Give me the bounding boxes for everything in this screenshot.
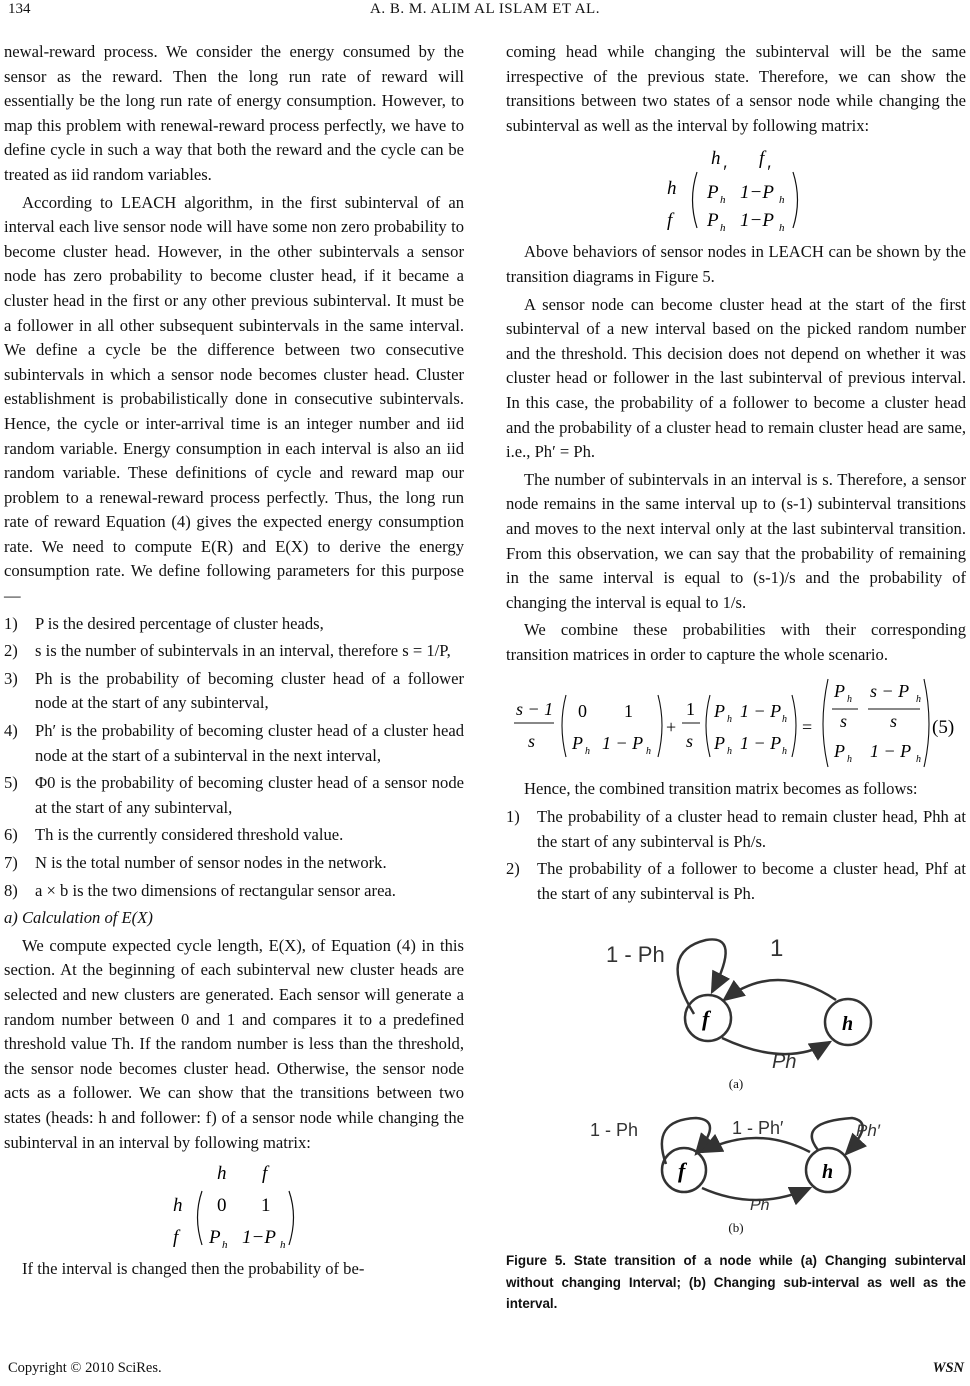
- matrix-cell: 1 − P: [740, 733, 782, 754]
- list-item: 1) P is the desired percentage of cluster heads,: [4, 613, 324, 633]
- matrix-subscript: h: [222, 1239, 228, 1252]
- svg-text:f: f: [702, 1006, 710, 1032]
- matrix-bracket-left: [693, 172, 698, 228]
- row-label-h: h: [667, 178, 677, 200]
- matrix-cell: 1 − P: [602, 733, 644, 754]
- fraction-denominator: s: [528, 731, 536, 752]
- subsection-heading: a) Calculation of E(X): [4, 908, 153, 928]
- arrow-h-to-f: [724, 980, 836, 1000]
- matrix-cell: P: [714, 733, 725, 754]
- matrix-cell: P: [834, 741, 845, 762]
- list-item: 5) Φ0 is the probability of becoming cluster head of a sensor node at the start of any subinterval,: [4, 773, 464, 817]
- matrix-bracket-right: [289, 1191, 294, 1245]
- matrix-cell: 0: [578, 701, 587, 722]
- self-loop-arrow: [678, 940, 726, 1015]
- col-label-h: h: [217, 1163, 227, 1185]
- svg-text:h: h: [916, 694, 921, 706]
- matrix-cell: P: [707, 182, 719, 204]
- matrix-subscript: h: [779, 194, 785, 207]
- svg-text:f: f: [678, 1158, 686, 1184]
- figure-5b-diagram: [506, 1106, 966, 1216]
- svg-text:h: h: [916, 754, 921, 766]
- svg-text:h: h: [727, 746, 732, 758]
- page-footer: [0, 1360, 970, 1382]
- matrix-cell: P: [707, 210, 719, 232]
- left-column: [4, 40, 464, 1285]
- transition-matrix-subinterval: [4, 1159, 464, 1251]
- list-item: 1) The probability of a cluster head to remain cluster head, Phh at the start of any subinterval is Ph/s.: [506, 807, 966, 851]
- loop-label: Ph′: [856, 1121, 880, 1141]
- matrix-bracket-left: [198, 1191, 203, 1245]
- list-item: 2) s is the number of subintervals in an interval, therefore s = 1/P,: [4, 641, 451, 661]
- row-label-h: h: [173, 1195, 183, 1217]
- plus-sign: +: [666, 717, 677, 738]
- svg-text:1: 1: [686, 699, 695, 720]
- page-number: 134: [8, 1, 31, 17]
- edge-label: 1: [770, 935, 784, 963]
- svg-text:s: s: [890, 711, 898, 732]
- figure-caption: Figure 5. State transition of a node while (a) Changing subinterval without changing Interval; (b) Changing sub-interval as well as the interval.: [506, 1253, 966, 1312]
- matrix-cell: P: [572, 733, 583, 754]
- equation-5: [506, 671, 966, 771]
- prime-mark: ′: [722, 162, 727, 184]
- paragraph: A sensor node can become cluster head at the start of the first subinterval of a new interval based on the picked random number and the threshold. This decision does not depend on whether it was cluster head or follower in the last subinterval of previous interval. In this case, the probability of a follower to become a cluster head and the probability of a cluster head to remain cluster head are same, i.e., Ph′ = Ph.: [506, 294, 966, 462]
- subfigure-label-b: (b): [728, 1220, 744, 1236]
- svg-text:s: s: [840, 711, 848, 732]
- matrix-cell: 1−P: [740, 210, 774, 232]
- matrix-cell: 1: [261, 1195, 271, 1217]
- running-title: A. B. M. ALIM AL ISLAM ET AL.: [370, 1, 600, 17]
- paragraph: According to LEACH algorithm, in the first subinterval of an interval each live sensor node will have some non zero probability to become cluster head. However, in the other subintervals a sensor node has zero probability to become cluster head, if it became a cluster head in the first or any other previous subinterval. It must be a follower in all other subsequent subintervals in the same interval. We define a cycle be the difference between two consecutive subintervals in which a sensor node becomes cluster head. Cluster establishment is probabilistically done in consecutive subintervals. Hence, the cycle or inter-arrival time is an integer number and iid random variable. Energy consumption in each interval is also an iid random variable. These definitions of cycle and reward map our problem to a renewal-reward process perfectly. Thus, the long run rate of reward Equation (4) gives the expected energy consumption rate. We need to compute E(R) and E(X) to derive the energy consumption rate. We define following parameters for this purpose—: [4, 192, 464, 606]
- arrow-h-to-f: [702, 1138, 810, 1152]
- col-label-f: f: [759, 148, 765, 170]
- paragraph: We combine these probabilities with their corresponding transition matrices in order to capture the whole scenario.: [506, 620, 966, 664]
- edge-label: 1 - Ph′: [732, 1118, 784, 1139]
- paragraph: coming head while changing the subinterval will be the same irrespective of the previous state. Therefore, we can show the transitions between two states of a sensor node while changing the subinterval as well as the interval by following matrix:: [506, 42, 966, 135]
- list-item: 7) N is the total number of sensor nodes in the network.: [4, 853, 387, 872]
- probability-list: [506, 805, 966, 906]
- matrix-cell: 1−P: [242, 1227, 276, 1249]
- svg-text:s: s: [686, 731, 694, 752]
- paragraph: newal-reward process. We consider the energy consumed by the sensor as the reward. Then the long run rate of reward will essentially be the long run rate of energy consumption. However, to map this problem with renewal-reward process perfectly, we have to define cycle in such a way that both the reward and the cycle can be treated as iid random variables.: [4, 42, 464, 184]
- paragraph: If the interval is changed then the probability of be-: [22, 1259, 365, 1279]
- matrix-cell: P: [209, 1227, 221, 1249]
- matrix-cell: 1 − P: [740, 701, 782, 722]
- journal-abbrev: WSN: [932, 1360, 964, 1376]
- paragraph: We compute expected cycle length, E(X), of Equation (4) in this section. At the beginning of each subinterval new cluster heads are selected and new clusters are generated. Each sensor will generate a random number between 0 and 1 and compares it to a predefined threshold value Th. If the random number is less than the threshold, the sensor node becomes cluster head. Otherwise, the sensor node acts as a follower. We can show that the transitions between two states (heads: h and follower: f) of a sensor node while changing the subinterval in an interval by following matrix:: [4, 935, 464, 1152]
- matrix-cell: 0: [217, 1195, 227, 1217]
- svg-text:h: h: [847, 754, 852, 766]
- svg-text:h: h: [727, 714, 732, 726]
- matrix-cell: P: [714, 701, 725, 722]
- figure-5a-diagram: [506, 922, 966, 1072]
- loop-label: 1 - Ph: [590, 1120, 639, 1141]
- col-label-f: f: [262, 1163, 268, 1185]
- list-item: 8) a × b is the two dimensions of rectangular sensor area.: [4, 880, 396, 900]
- svg-text:h: h: [585, 746, 590, 758]
- prime-mark: ′: [766, 162, 771, 184]
- list-item: 2) The probability of a follower to become a cluster head, Phf at the start of any subinterval is Ph.: [506, 859, 966, 903]
- page-header: [0, 0, 970, 22]
- equation-number: (5): [932, 717, 955, 739]
- paragraph: The number of subintervals in an interval is s. Therefore, a sensor node remains in the same interval up to (s-1) subinterval transitions and moves to the next interval only at the last subinterval transition. From this observation, we can say that the probability of remaining in the same interval is equal to (s-1)/s and the probability of changing the interval is equal to 1/s.: [506, 469, 966, 612]
- matrix-cell: 1: [624, 701, 633, 722]
- matrix-bracket-right: [793, 172, 798, 228]
- right-column: [506, 40, 966, 1315]
- copyright-notice: Copyright © 2010 SciRes.: [8, 1360, 162, 1376]
- paragraph: Hence, the combined transition matrix becomes as follows:: [524, 779, 918, 799]
- parameter-list: [4, 612, 464, 904]
- paragraph: Above behaviors of sensor nodes in LEACH can be shown by the transition diagrams in Figure 5.: [506, 242, 966, 286]
- svg-text:h: h: [782, 746, 787, 758]
- svg-text:h: h: [646, 746, 651, 758]
- list-item: 6) Th is the currently considered threshold value.: [4, 825, 344, 845]
- matrix-cell: 1−P: [740, 182, 774, 204]
- matrix-cell: P: [834, 681, 845, 702]
- list-item: 3) Ph is the probability of becoming cluster head of a follower node at the start of any subinterval,: [4, 668, 464, 713]
- svg-text:h: h: [822, 1161, 834, 1184]
- fraction-numerator: s − 1: [516, 699, 554, 720]
- matrix-subscript: h: [779, 222, 785, 235]
- matrix-subscript: h: [720, 222, 726, 235]
- row-label-f: f: [667, 210, 673, 232]
- matrix-cell: 1 − P: [870, 741, 912, 762]
- row-label-f: f: [173, 1227, 179, 1249]
- edge-label: Ph: [750, 1197, 770, 1215]
- matrix-subscript: h: [280, 1239, 286, 1252]
- transition-matrix-interval: [506, 142, 966, 234]
- svg-text:h: h: [842, 1013, 854, 1036]
- loop-label: 1 - Ph: [606, 942, 665, 968]
- subfigure-label-a: (a): [728, 1076, 744, 1092]
- list-item: 4) Ph′ is the probability of becoming cluster head of a cluster head node at the start of a subinterval in the next interval,: [4, 721, 464, 765]
- svg-text:h: h: [782, 714, 787, 726]
- edge-label: Ph: [772, 1051, 797, 1073]
- svg-text:h: h: [847, 694, 852, 706]
- matrix-subscript: h: [720, 194, 726, 207]
- col-label-h: h: [711, 148, 721, 170]
- equals-sign: =: [802, 717, 813, 738]
- matrix-cell: s − P: [870, 681, 910, 702]
